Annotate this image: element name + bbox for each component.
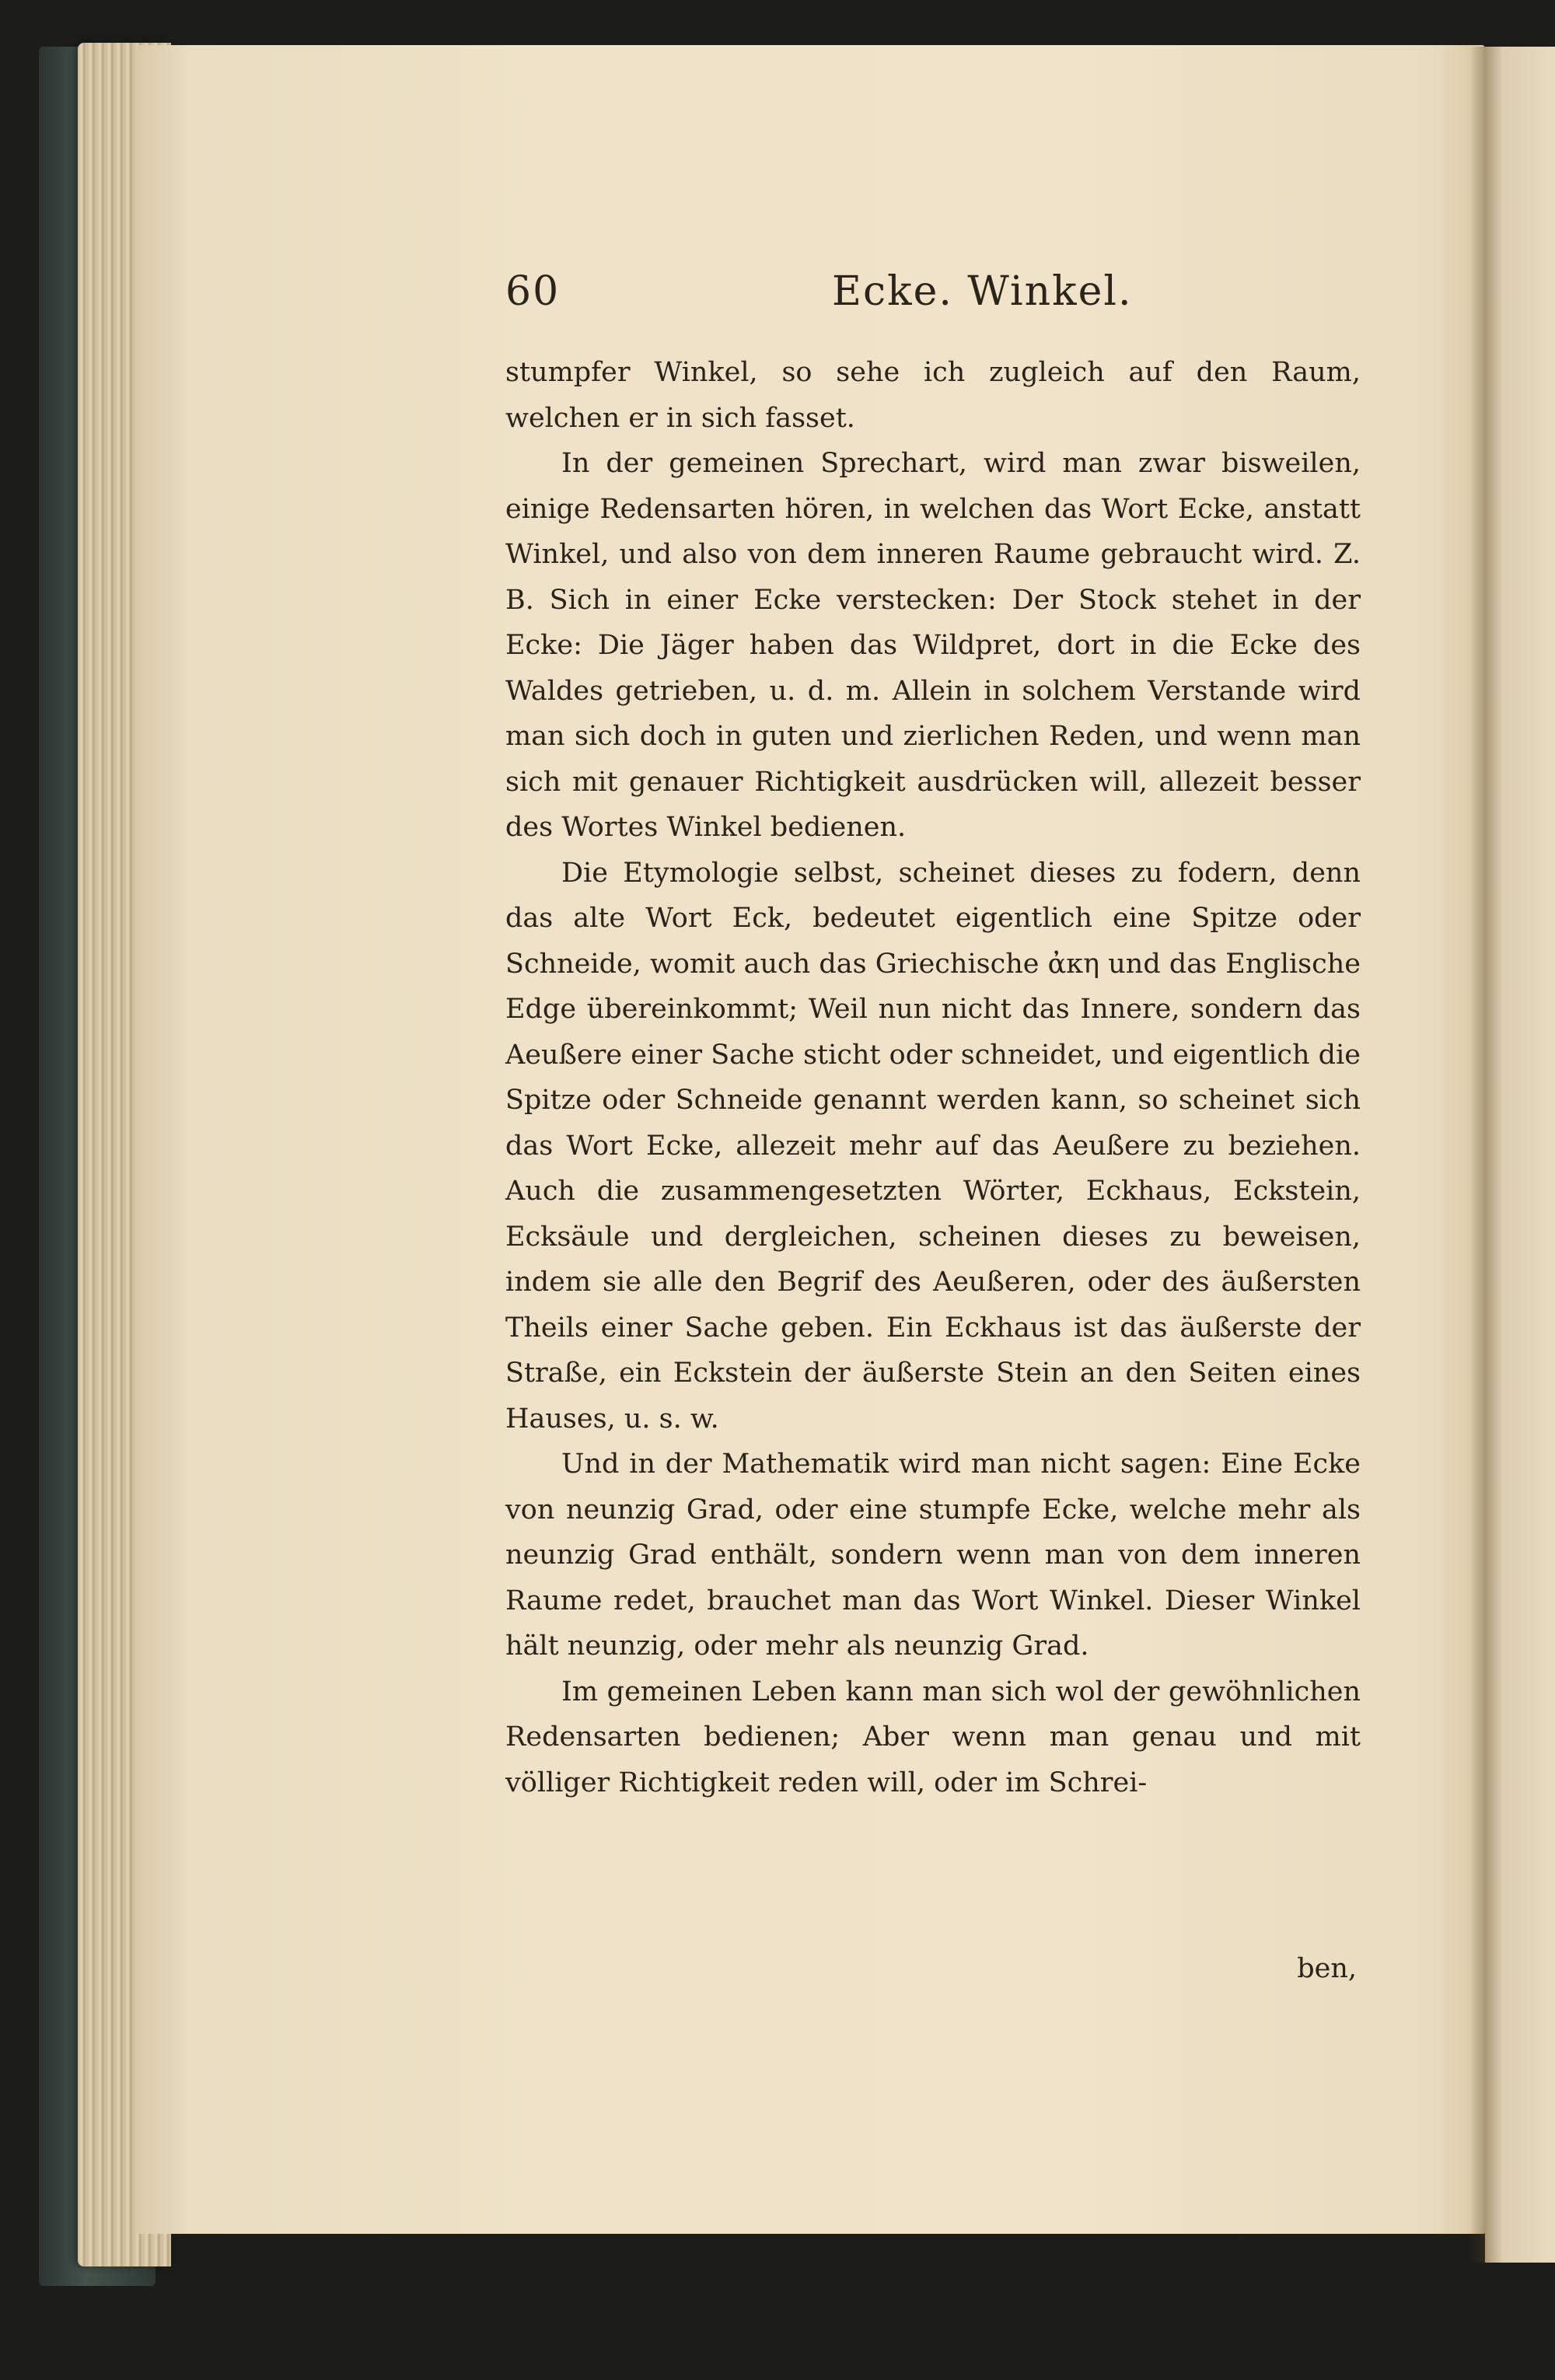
page-number: 60	[505, 268, 561, 315]
page-header	[505, 253, 1361, 330]
paragraph-3: Die Etymologie selbst, scheinet dieses zu fodern, denn das alte Wort Eck, bedeutet eigentlich eine Spitze oder Schneide, womit auch das Griechische ἀκη und das Englische Edge übereinkommt; Weil nun nicht das Innere, sondern das Aeußere einer Sache sticht oder schneidet, und eigentlich die Spitze oder Schneide genannt werden kann, so scheinet sich das Wort Ecke, allezeit mehr auf das Aeußere zu beziehen. Auch die zusammengesetzten Wörter, Eckhaus, Eckstein, Ecksäule und dergleichen, scheinen dieses zu beweisen, indem sie alle den Begrif des Aeußeren, oder des äußersten Theils einer Sache geben. Ein Eckhaus ist das äußerste der Straße, ein Eckstein der äußerste Stein an den Seiten eines Hauses, u. s. w.	[505, 857, 1361, 1435]
paragraph-1: stumpfer Winkel, so sehe ich zugleich auf den Raum, welchen er in sich fasset.	[505, 357, 1361, 434]
body-text	[505, 350, 1361, 1805]
running-head: Ecke. Winkel.	[832, 268, 1133, 315]
paragraph-4: Und in der Mathematik wird man nicht sagen: Eine Ecke von neunzig Grad, oder eine stumpfe Ecke, welche mehr als neunzig Grad enthält, sondern wenn man von dem inneren Raume redet, brauchet man das Wort Winkel. Dieser Winkel hält neunzig, oder mehr als neunzig Grad.	[505, 1449, 1361, 1662]
catchword: ben,	[1297, 1953, 1357, 1984]
facing-page-strip	[1485, 47, 1555, 2263]
paragraph-5: Im gemeinen Leben kann man sich wol der gewöhnlichen Redensarten bedienen; Aber wenn man genau und mit völliger Richtigkeit reden will, oder im Schrei-	[505, 1676, 1361, 1798]
paragraph-2: In der gemeinen Sprechart, wird man zwar bisweilen, einige Redensarten hören, in welchen das Wort Ecke, anstatt Winkel, und also von dem inneren Raume gebraucht wird. Z. B. Sich in einer Ecke verstecken: Der Stock stehet in der Ecke: Die Jäger haben das Wildpret, dort in die Ecke des Waldes getrieben, u. d. m. Allein in solchem Verstande wird man sich doch in guten und zierlichen Reden, und wenn man sich mit genauer Richtigkeit ausdrücken will, allezeit besser des Wortes Winkel bedienen.	[505, 448, 1361, 843]
